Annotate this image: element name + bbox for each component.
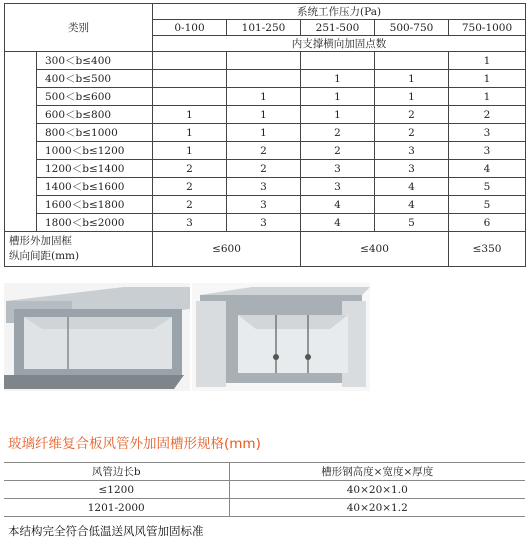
reinforcement-count: 2 [153, 196, 227, 214]
table-row [5, 178, 526, 196]
reinforcement-count: 3 [375, 160, 449, 178]
reinforcement-count: 2 [449, 106, 526, 124]
reinforcement-count: 2 [301, 124, 375, 142]
duct-size-range: 300＜b≤400 [37, 52, 153, 70]
channel-size-header: 槽形钢高度×宽度×厚度 [229, 463, 525, 481]
reinforcement-subheader: 内支撑横向加固点数 [153, 36, 526, 52]
frame-spacing-label [5, 232, 153, 267]
reinforcement-count: 3 [375, 142, 449, 160]
channel-size-value: 40×20×1.2 [229, 499, 525, 517]
pressure-range: 101-250 [227, 20, 301, 36]
reinforcement-count [301, 52, 375, 70]
reinforcement-count: 1 [227, 106, 301, 124]
duct-side-value: ≤1200 [4, 481, 229, 499]
pressure-range: 750-1000 [449, 20, 526, 36]
frame-spacing-value: ≤400 [301, 232, 449, 267]
reinforcement-count: 4 [301, 214, 375, 232]
standard-note: 本结构完全符合低温送风风管加固标准 [8, 524, 204, 538]
reinforcement-count: 1 [375, 88, 449, 106]
reinforcement-count: 5 [375, 214, 449, 232]
reinforcement-count: 3 [301, 178, 375, 196]
reinforcement-count: 5 [449, 178, 526, 196]
reinforcement-count: 4 [449, 160, 526, 178]
reinforcement-count: 1 [449, 70, 526, 88]
category-header: 类别 [5, 4, 153, 52]
reinforcement-count: 1 [449, 52, 526, 70]
reinforcement-count: 1 [301, 106, 375, 124]
duct-size-range: 500＜b≤600 [37, 88, 153, 106]
table-row [5, 70, 526, 88]
frame-label-line1: 槽形外加固框 [9, 235, 72, 247]
table-row [5, 196, 526, 214]
duct-size-range: 1200＜b≤1400 [37, 160, 153, 178]
reinforcement-count: 4 [375, 178, 449, 196]
duct-photo-right [192, 283, 370, 391]
reinforcement-count [375, 52, 449, 70]
reinforcement-count: 4 [301, 196, 375, 214]
duct-size-range: 1800＜b≤2000 [37, 214, 153, 232]
reinforcement-count [227, 70, 301, 88]
reinforcement-count: 1 [153, 142, 227, 160]
duct-photos [4, 283, 525, 391]
reinforcement-count: 1 [227, 124, 301, 142]
pressure-range: 0-100 [153, 20, 227, 36]
reinforcement-count: 2 [227, 142, 301, 160]
reinforcement-count: 2 [153, 160, 227, 178]
reinforcement-count: 4 [375, 196, 449, 214]
reinforcement-count: 3 [301, 160, 375, 178]
duct-size-range: 1000＜b≤1200 [37, 142, 153, 160]
duct-side-value: 1201-2000 [4, 499, 229, 517]
table-row [5, 106, 526, 124]
table-row [5, 88, 526, 106]
reinforcement-count [153, 52, 227, 70]
reinforcement-count: 3 [153, 214, 227, 232]
duct-photo-left [4, 283, 190, 391]
reinforcement-count: 1 [301, 88, 375, 106]
reinforcement-count: 2 [375, 124, 449, 142]
reinforcement-count: 5 [449, 196, 526, 214]
pressure-range: 251-500 [301, 20, 375, 36]
pressure-range: 500-750 [375, 20, 449, 36]
frame-label-line2: 纵向间距(mm) [9, 250, 80, 262]
channel-size-value: 40×20×1.0 [229, 481, 525, 499]
spec-caption: 玻璃纤维复合板风管外加固槽形规格(mm) [8, 436, 261, 452]
row-group-spacer [5, 52, 37, 232]
channel-spec-table [4, 462, 525, 517]
frame-spacing-value: ≤350 [449, 232, 526, 267]
reinforcement-count: 3 [449, 142, 526, 160]
pressure-header: 系统工作压力(Pa) [153, 4, 526, 20]
reinforcement-count: 1 [375, 70, 449, 88]
reinforcement-count: 1 [153, 124, 227, 142]
reinforcement-count: 6 [449, 214, 526, 232]
table-row [5, 214, 526, 232]
duct-size-range: 400＜b≤500 [37, 70, 153, 88]
reinforcement-count: 3 [227, 178, 301, 196]
table-row [5, 142, 526, 160]
reinforcement-count: 2 [375, 106, 449, 124]
reinforcement-count: 1 [449, 88, 526, 106]
reinforcement-count: 2 [227, 160, 301, 178]
reinforcement-count: 1 [301, 70, 375, 88]
table-row [5, 160, 526, 178]
table-row [5, 124, 526, 142]
duct-size-range: 1600＜b≤1800 [37, 196, 153, 214]
duct-size-range: 600＜b≤800 [37, 106, 153, 124]
frame-spacing-value: ≤600 [153, 232, 301, 267]
duct-size-range: 1400＜b≤1600 [37, 178, 153, 196]
reinforcement-count: 3 [227, 214, 301, 232]
reinforcement-count [153, 70, 227, 88]
duct-size-range: 800＜b≤1000 [37, 124, 153, 142]
reinforcement-count: 1 [227, 88, 301, 106]
reinforcement-count: 1 [153, 106, 227, 124]
reinforcement-count: 2 [153, 178, 227, 196]
table-row [5, 52, 526, 70]
reinforcement-count [153, 88, 227, 106]
reinforcement-count: 2 [301, 142, 375, 160]
reinforcement-count: 3 [227, 196, 301, 214]
reinforcement-points-table [4, 3, 526, 267]
reinforcement-count: 3 [449, 124, 526, 142]
reinforcement-count [227, 52, 301, 70]
duct-side-header: 风管边长b [4, 463, 229, 481]
